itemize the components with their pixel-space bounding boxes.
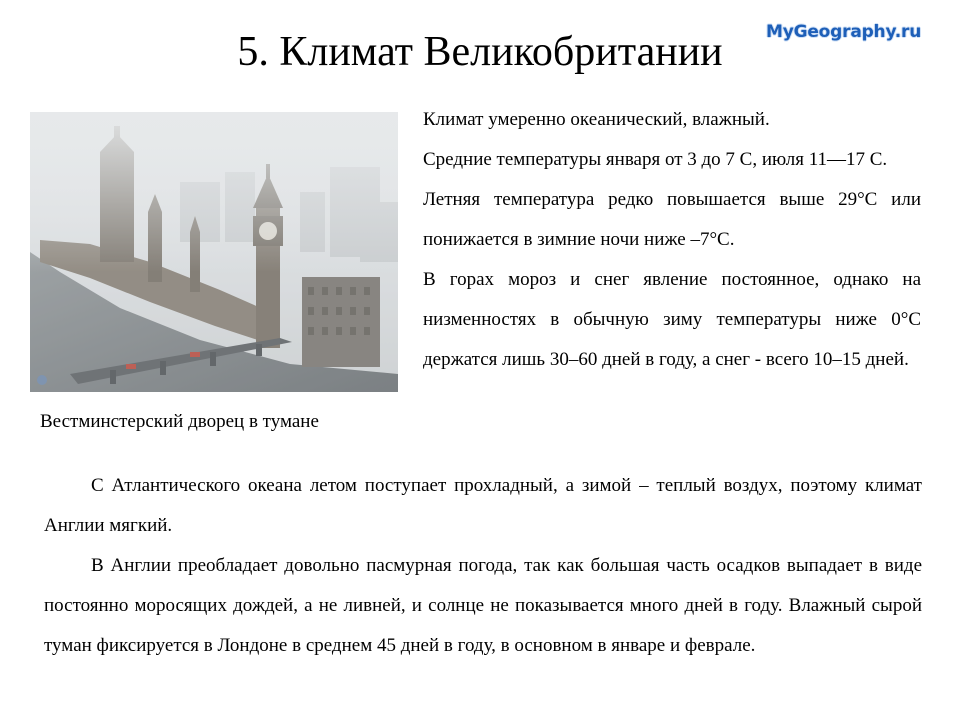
climate-summary: [423, 100, 921, 380]
average-temperature-paragraph: Средние температуры января от 3 до 7 С, июля 11—17 С.: [423, 149, 888, 170]
atlantic-air-paragraph: С Атлантического океана летом поступает прохладный, а зимой – теплый воздух, поэтому климат Англии мягкий.: [44, 475, 922, 536]
mountain-frost-paragraph: В горах мороз и снег явление постоянное, однако на низменностях в обычную зиму температуры ниже 0°С держатся лишь 30–60 дней в году, а снег - всего 10–15 дней.: [423, 269, 921, 370]
slide-title: 5. Климат Великобритании: [237, 29, 723, 75]
summer-temperature-paragraph: Летняя температура редко повышается выше 29°С или понижается в зимние ночи ниже –7°С.: [423, 189, 921, 250]
climate-details: [44, 466, 922, 666]
cloudy-weather-paragraph: В Англии преобладает довольно пасмурная погода, так как большая часть осадков выпадает в виде постоянно моросящих дождей, а не ливней, и солнце не показывается много дней в году. Влажный сырой туман фиксируется в Лондоне в среднем 45 дней в году, в основном в январе и феврале.: [44, 555, 922, 656]
photo-caption: Вестминстерский дворец в тумане: [40, 411, 319, 432]
climate-type-paragraph: Климат умеренно океанический, влажный.: [423, 109, 770, 130]
westminster-fog-photo-icon: [30, 112, 398, 392]
westminster-photo: [30, 112, 398, 392]
site-logo: MyGeography.ru: [766, 22, 922, 42]
